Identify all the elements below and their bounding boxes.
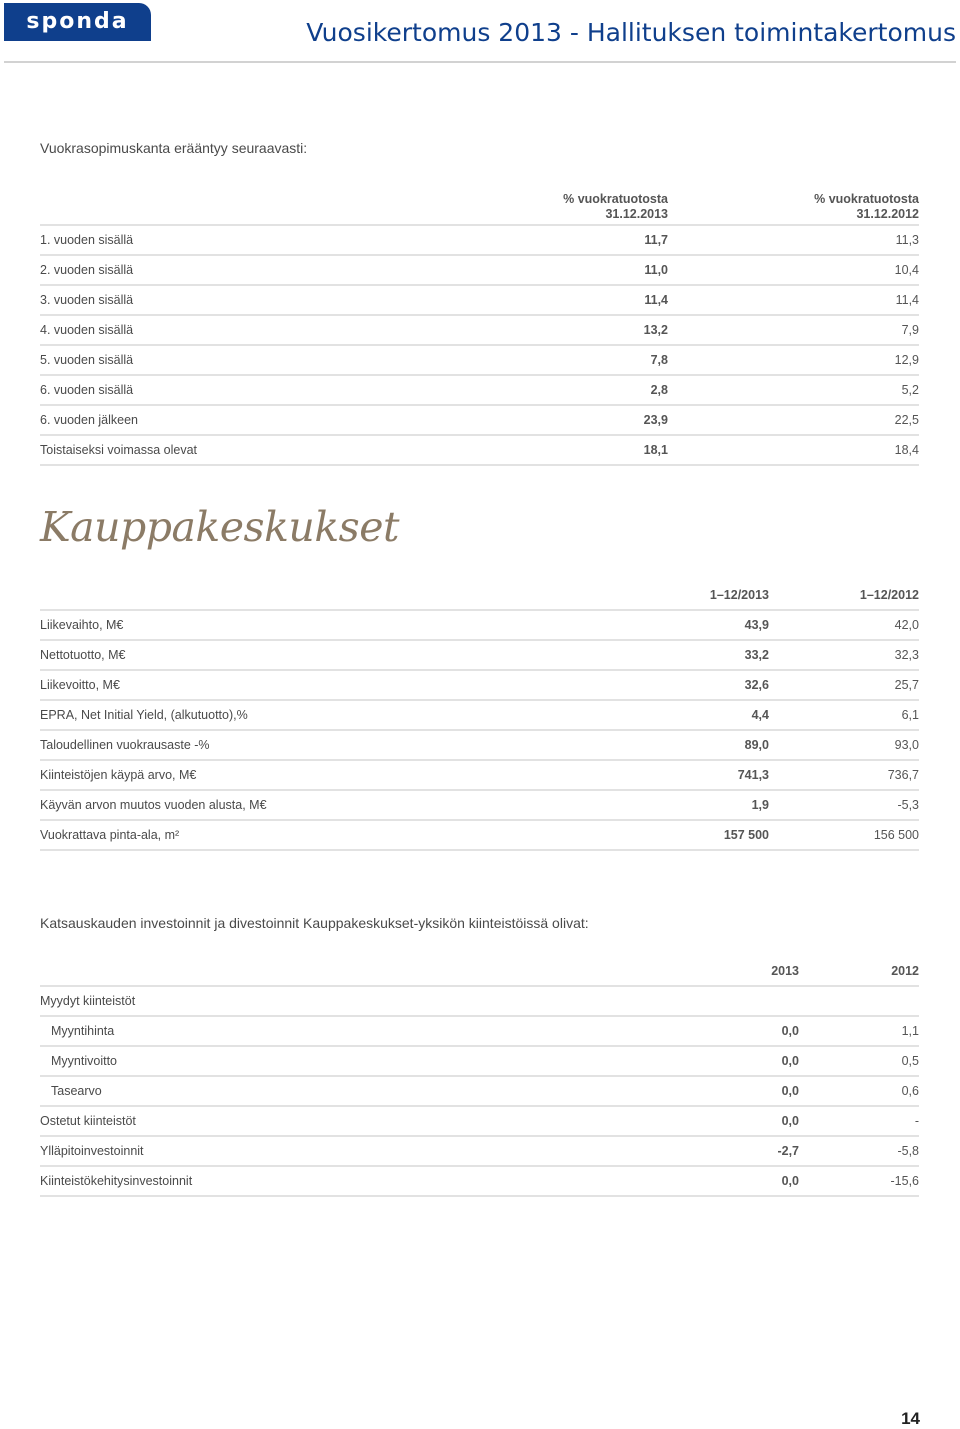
logo-text: sponda [26,9,129,34]
row-label: Vuokrattava pinta-ala, m² [40,820,619,850]
table-row [40,435,919,465]
value-previous: 22,5 [668,405,919,435]
lease-expiry-table [40,184,919,466]
table-header-row [40,581,919,610]
column-header-2012: 1–12/2012 [769,581,919,610]
value-current: -2,7 [679,1136,799,1166]
page-header-title: Vuosikertomus 2013 - Hallituksen toimintakertomus [306,18,956,47]
row-label: Toistaiseksi voimassa olevat [40,435,417,465]
investments-intro: Katsauskauden investoinnit ja divestoinnit Kauppakeskukset-yksikön kiinteistöissä olivat: [40,915,589,931]
table-row [40,285,919,315]
value-current: 18,1 [417,435,668,465]
row-label: Kiinteistökehitysinvestoinnit [40,1166,679,1196]
table-row [40,1076,919,1106]
table-row [40,760,919,790]
value-previous: 25,7 [769,670,919,700]
value-current: 4,4 [619,700,769,730]
value-current: 33,2 [619,640,769,670]
table-row [40,1136,919,1166]
column-header-2013: % vuokratuotosta 31.12.2013 [417,184,668,225]
table-row [40,820,919,850]
row-label: Liikevaihto, M€ [40,610,619,640]
table-row [40,315,919,345]
value-current: 11,7 [417,225,668,255]
row-label: Nettotuotto, M€ [40,640,619,670]
value-current: 0,0 [679,1106,799,1136]
row-label: Liikevoitto, M€ [40,670,619,700]
value-current: 0,0 [679,1166,799,1196]
table-row [40,640,919,670]
label-column-header [40,581,619,610]
table-row [40,610,919,640]
value-current: 1,9 [619,790,769,820]
column-header-2013: 1–12/2013 [619,581,769,610]
row-label: 6. vuoden sisällä [40,375,417,405]
row-label: Myyntivoitto [40,1046,679,1076]
value-previous: 42,0 [769,610,919,640]
row-label: Tasearvo [40,1076,679,1106]
table-row [40,1106,919,1136]
row-label: Ylläpitoinvestoinnit [40,1136,679,1166]
row-label: 1. vuoden sisällä [40,225,417,255]
lease-expiry-intro: Vuokrasopimuskanta erääntyy seuraavasti: [40,140,308,156]
value-previous [799,986,919,1016]
shopping-centres-kpi-table [40,581,919,851]
table-row [40,405,919,435]
value-current: 43,9 [619,610,769,640]
value-current: 157 500 [619,820,769,850]
value-current: 11,0 [417,255,668,285]
value-current: 89,0 [619,730,769,760]
table-row [40,730,919,760]
value-previous: -5,3 [769,790,919,820]
label-column-header [40,957,679,986]
row-label: 4. vuoden sisällä [40,315,417,345]
value-previous: 11,4 [668,285,919,315]
row-label: 3. vuoden sisällä [40,285,417,315]
value-previous: -15,6 [799,1166,919,1196]
section-title-kauppakeskukset: Kauppakeskukset [40,503,399,551]
column-header-2012: % vuokratuotosta 31.12.2012 [668,184,919,225]
sponda-logo [4,3,151,41]
value-current: 23,9 [417,405,668,435]
value-current: 0,0 [679,1046,799,1076]
value-previous: 93,0 [769,730,919,760]
table-header-row [40,184,919,225]
value-previous: 0,5 [799,1046,919,1076]
value-current: 7,8 [417,345,668,375]
row-label: Myydyt kiinteistöt [40,986,679,1016]
value-current: 32,6 [619,670,769,700]
row-label: Myyntihinta [40,1016,679,1046]
value-previous: 18,4 [668,435,919,465]
table-row [40,1046,919,1076]
value-previous: 1,1 [799,1016,919,1046]
column-header-2013: 2013 [679,957,799,986]
value-previous: 10,4 [668,255,919,285]
table-row [40,986,919,1016]
row-label: Ostetut kiinteistöt [40,1106,679,1136]
value-previous: 11,3 [668,225,919,255]
value-previous: 32,3 [769,640,919,670]
value-current: 13,2 [417,315,668,345]
row-label: Kiinteistöjen käypä arvo, M€ [40,760,619,790]
row-label: 6. vuoden jälkeen [40,405,417,435]
table-row [40,345,919,375]
value-previous: 12,9 [668,345,919,375]
value-previous: 7,9 [668,315,919,345]
row-label: 5. vuoden sisällä [40,345,417,375]
row-label: Taloudellinen vuokrausaste -% [40,730,619,760]
value-current: 0,0 [679,1076,799,1106]
table-header-row [40,957,919,986]
value-previous: -5,8 [799,1136,919,1166]
value-current: 0,0 [679,1016,799,1046]
value-previous: 0,6 [799,1076,919,1106]
row-label: EPRA, Net Initial Yield, (alkutuotto),% [40,700,619,730]
row-label: 2. vuoden sisällä [40,255,417,285]
value-previous: 736,7 [769,760,919,790]
header-divider [4,61,956,63]
value-previous: - [799,1106,919,1136]
row-label: Käyvän arvon muutos vuoden alusta, M€ [40,790,619,820]
table-row [40,375,919,405]
table-row [40,700,919,730]
value-current: 11,4 [417,285,668,315]
value-current [679,986,799,1016]
column-header-2012: 2012 [799,957,919,986]
value-previous: 6,1 [769,700,919,730]
table-row [40,255,919,285]
label-column-header [40,184,417,225]
table-row [40,790,919,820]
value-current: 2,8 [417,375,668,405]
table-row [40,670,919,700]
table-row [40,225,919,255]
table-row [40,1016,919,1046]
value-current: 741,3 [619,760,769,790]
investments-table [40,957,919,1197]
table-row [40,1166,919,1196]
value-previous: 156 500 [769,820,919,850]
value-previous: 5,2 [668,375,919,405]
page-number: 14 [901,1409,920,1428]
